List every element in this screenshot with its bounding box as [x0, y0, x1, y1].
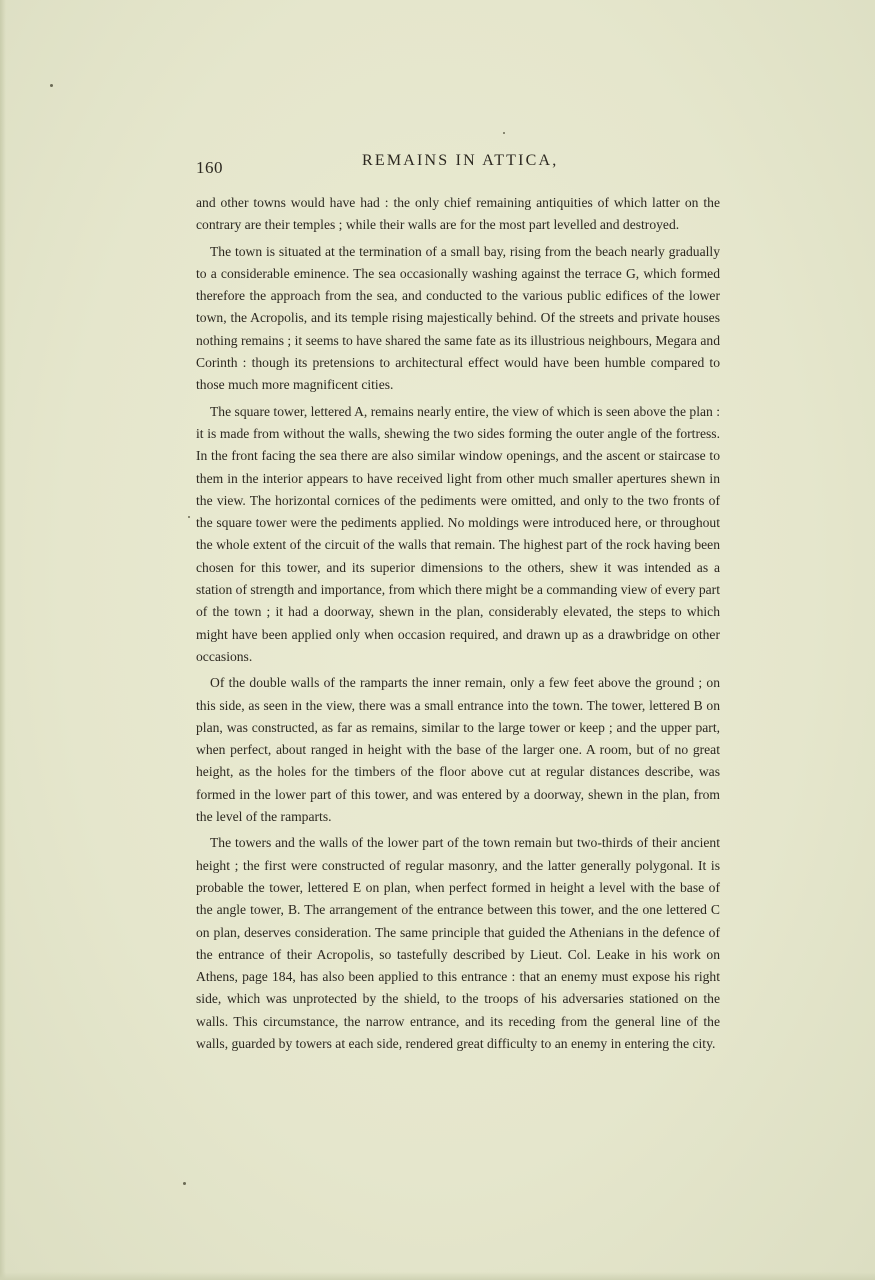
body-text	[196, 192, 720, 1059]
paper-speck	[188, 516, 190, 518]
page-edge-shadow	[0, 0, 6, 1280]
paper-speck	[503, 132, 505, 134]
paper-speck	[183, 1182, 186, 1185]
running-title: REMAINS IN ATTICA,	[362, 152, 559, 169]
paragraph-town-situation: The town is situated at the termination of a small bay, rising from the beach nearly gradually to a considerable eminence. The sea occasionally washing against the terrace G, which formed therefore the approach from the sea, and conducted to the various public edifices of the lower town, the Acropolis, and its temple rising majestically behind. Of the streets and private houses nothing remains ; it seems to have shared the same fate as its illustrious neighbours, Megara and Corinth : though its pretensions to architectural effect would have been humble compared to those much more magnificent cities.	[196, 243, 720, 393]
paragraph-square-tower: The square tower, lettered A, remains nearly entire, the view of which is seen above the plan : it is made from without the walls, shewing the two sides forming the outer angle of the fortress. In the front facing the sea there are also similar window openings, and the ascent or staircase to them in the interior appears to have received light from other much smaller apertures shewn in the view. The horizontal cornices of the pediments were omitted, and only to the two fronts of the square tower were the pediments applied. No moldings were introduced here, or throughout the whole extent of the circuit of the walls that remain. The highest part of the rock having been chosen for this tower, and its superior dimensions to the others, shew it was intended as a station of strength and importance, from which there might be a commanding view of every part of the town ; it had a doorway, shewn in the plan, considerably elevated, the steps to which might have been applied only when occasion required, and drawn up as a drawbridge on other occasions.	[196, 403, 720, 664]
page-number: 160	[196, 158, 223, 177]
paragraph-double-walls: Of the double walls of the ramparts the inner remain, only a few feet above the ground ; on this side, as seen in the view, there was a small entrance into the town. The tower, lettered B on plan, was constructed, as far as remains, similar to the large tower or keep ; and the upper part, when perfect, about ranged in height with the base of the larger one. A room, but of no great height, as the holes for the timbers of the floor above cut at regular distances describe, was formed in the lower part of this tower, and was entered by a doorway, shewn in the plan, from the level of the ramparts.	[196, 675, 720, 825]
page-bottom-shadow	[0, 1272, 875, 1280]
paragraph-continuation: and other towns would have had : the only chief remaining antiquities of which latter on the contrary are their temples ; while their walls are for the most part levelled and destroyed.	[196, 195, 720, 233]
page-header	[196, 152, 722, 176]
paragraph-lower-towers: The towers and the walls of the lower part of the town remain but two-thirds of their ancient height ; the first were constructed of regular masonry, and the latter generally polygonal. It is probable the tower, lettered E on plan, when perfect formed in height a level with the base of the angle tower, B. The arrangement of the entrance between this tower, and the one lettered C on plan, deserves consideration. The same principle that guided the Athenians in the defence of the entrance of their Acropolis, so tastefully described by Lieut. Col. Leake in his work on Athens, page 184, has also been applied to this entrance : that an enemy must expose his right side, which was unprotected by the shield, to the troops of his adversaries stationed on the walls. This circumstance, the narrow entrance, and its receding from the general line of the walls, guarded by towers at each side, rendered great difficulty to an enemy in entering the city.	[196, 835, 720, 1051]
paper-speck	[50, 84, 53, 87]
